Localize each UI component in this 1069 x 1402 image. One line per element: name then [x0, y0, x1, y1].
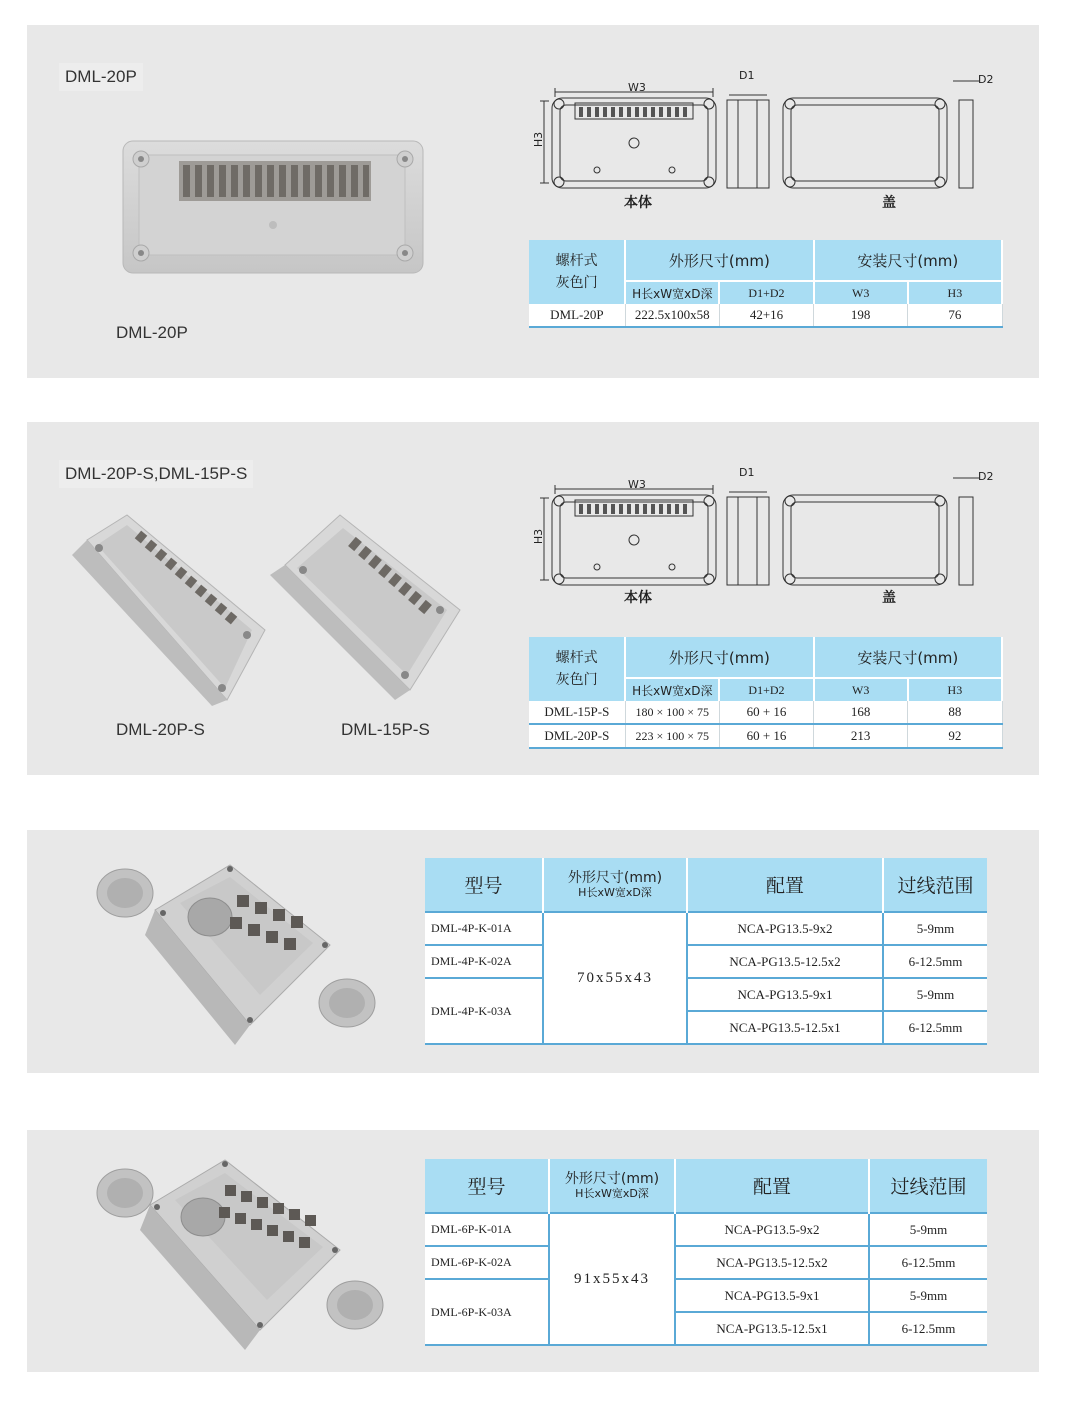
table-row: [529, 304, 1002, 327]
cell-range: 6-12.5mm: [869, 1246, 987, 1279]
header-model: 型号: [425, 858, 543, 912]
product-photo-dml-20p: [117, 135, 427, 280]
cell-model: DML-4P-K-03A: [425, 978, 543, 1044]
panel-dml-6p-k: [27, 1130, 1039, 1372]
panel-dml-4p-k: [27, 830, 1039, 1073]
table-row: [529, 724, 1002, 748]
header-dim: [543, 858, 687, 912]
cell-h3: 88: [908, 701, 1002, 724]
cell-range: 6-12.5mm: [883, 945, 987, 978]
table-row: [425, 945, 987, 978]
header-dim: [549, 1159, 675, 1213]
header-config: 配置: [675, 1159, 869, 1213]
cell-d: 42+16: [719, 304, 813, 327]
spec-table: [529, 240, 1003, 328]
product-photo-dml-20p-s: [67, 510, 267, 710]
subheader-d: D1+D2: [719, 281, 813, 304]
cell-h3: 92: [908, 724, 1002, 748]
header-range: 过线范围: [869, 1159, 987, 1213]
cell-range: 5-9mm: [883, 912, 987, 945]
table-row: [425, 978, 987, 1011]
cover-label: 盖: [882, 195, 896, 211]
h3-label: H3: [532, 528, 546, 545]
header-outer-dim: 外形尺寸(mm): [625, 637, 813, 678]
header-type: 螺杆式 灰色门: [529, 637, 625, 701]
technical-drawing: [527, 470, 997, 610]
subheader-h3: H3: [908, 678, 1002, 701]
header-model: 型号: [425, 1159, 549, 1213]
body-label: 本体: [624, 590, 652, 606]
cell-config: NCA-PG13.5-12.5x2: [675, 1246, 869, 1279]
header-mount-dim: 安装尺寸(mm): [814, 240, 1002, 281]
header-dim-sub: H长xW宽xD深: [575, 1187, 649, 1200]
cell-w3: 168: [814, 701, 908, 724]
d1-label: D1: [739, 69, 755, 82]
header-outer-dim: 外形尺寸(mm): [625, 240, 813, 281]
cell-config: NCA-PG13.5-12.5x1: [675, 1312, 869, 1345]
cell-model: DML-6P-K-03A: [425, 1279, 549, 1345]
header-dim-title: 外形尺寸(mm): [564, 1171, 660, 1187]
cell-config: NCA-PG13.5-9x2: [687, 912, 883, 945]
d1-label: D1: [739, 466, 755, 479]
table-row: [425, 1213, 987, 1246]
cell-range: 5-9mm: [869, 1279, 987, 1312]
spec-table: [425, 858, 987, 1045]
d2-label: D2: [978, 470, 994, 483]
cell-w3: 213: [814, 724, 908, 748]
cell-dim: 91x55x43: [549, 1213, 675, 1345]
panel-dml-20p: [27, 25, 1039, 378]
cell-range: 5-9mm: [869, 1213, 987, 1246]
subheader-h3: H3: [908, 281, 1002, 304]
cell-h3: 76: [908, 304, 1002, 327]
product-title: DML-20P: [59, 63, 143, 91]
w3-label: W3: [628, 478, 646, 491]
subheader-hwd: H长xW宽xD深: [625, 678, 719, 701]
table-row: [425, 912, 987, 945]
cell-config: NCA-PG13.5-9x2: [675, 1213, 869, 1246]
table-row: [425, 1246, 987, 1279]
cell-range: 5-9mm: [883, 978, 987, 1011]
subheader-d: D1+D2: [719, 678, 813, 701]
header-dim-title: 外形尺寸(mm): [567, 870, 663, 886]
cell-model: DML-15P-S: [529, 701, 625, 724]
caption-dml-20p-s: DML-20P-S: [116, 720, 205, 739]
cell-model: DML-4P-K-01A: [425, 912, 543, 945]
cell-hwd: 223 × 100 × 75: [625, 724, 719, 748]
header-mount-dim: 安装尺寸(mm): [814, 637, 1002, 678]
cell-config: NCA-PG13.5-9x1: [675, 1279, 869, 1312]
cell-model: DML-6P-K-02A: [425, 1246, 549, 1279]
cell-model: DML-6P-K-01A: [425, 1213, 549, 1246]
cell-config: NCA-PG13.5-12.5x1: [687, 1011, 883, 1044]
cell-d: 60 + 16: [719, 701, 813, 724]
cell-model: DML-20P-S: [529, 724, 625, 748]
header-config: 配置: [687, 858, 883, 912]
w3-label: W3: [628, 81, 646, 94]
product-photo-dml-15p-s: [265, 510, 465, 710]
cell-range: 6-12.5mm: [883, 1011, 987, 1044]
header-range: 过线范围: [883, 858, 987, 912]
cell-model: DML-4P-K-02A: [425, 945, 543, 978]
cell-range: 6-12.5mm: [869, 1312, 987, 1345]
product-photo-dml-6p-k: [85, 1155, 395, 1355]
cell-dim: 70x55x43: [543, 912, 687, 1044]
cover-label: 盖: [882, 590, 896, 606]
cell-hwd: 180 × 100 × 75: [625, 701, 719, 724]
cell-config: NCA-PG13.5-12.5x2: [687, 945, 883, 978]
h3-label: H3: [532, 131, 546, 148]
subheader-w3: W3: [814, 281, 908, 304]
d2-label: D2: [978, 73, 994, 86]
table-row: [529, 701, 1002, 724]
subheader-hwd: H长xW宽xD深: [625, 281, 719, 304]
product-photo-dml-4p-k: [85, 855, 385, 1050]
cell-d: 60 + 16: [719, 724, 813, 748]
cell-w3: 198: [814, 304, 908, 327]
body-label: 本体: [624, 195, 652, 211]
cell-hwd: 222.5x100x58: [625, 304, 719, 327]
technical-drawing: [527, 73, 997, 213]
subheader-w3: W3: [814, 678, 908, 701]
header-type: 螺杆式 灰色门: [529, 240, 625, 304]
caption-dml-15p-s: DML-15P-S: [341, 720, 430, 739]
header-dim-sub: H长xW宽xD深: [578, 886, 652, 899]
panel-dml-20p-s: [27, 422, 1039, 775]
spec-table: [425, 1159, 987, 1346]
cell-config: NCA-PG13.5-9x1: [687, 978, 883, 1011]
table-row: [425, 1279, 987, 1312]
product-caption: DML-20P: [116, 323, 188, 342]
spec-table: [529, 637, 1003, 749]
product-title: DML-20P-S,DML-15P-S: [59, 460, 253, 488]
cell-model: DML-20P: [529, 304, 625, 327]
